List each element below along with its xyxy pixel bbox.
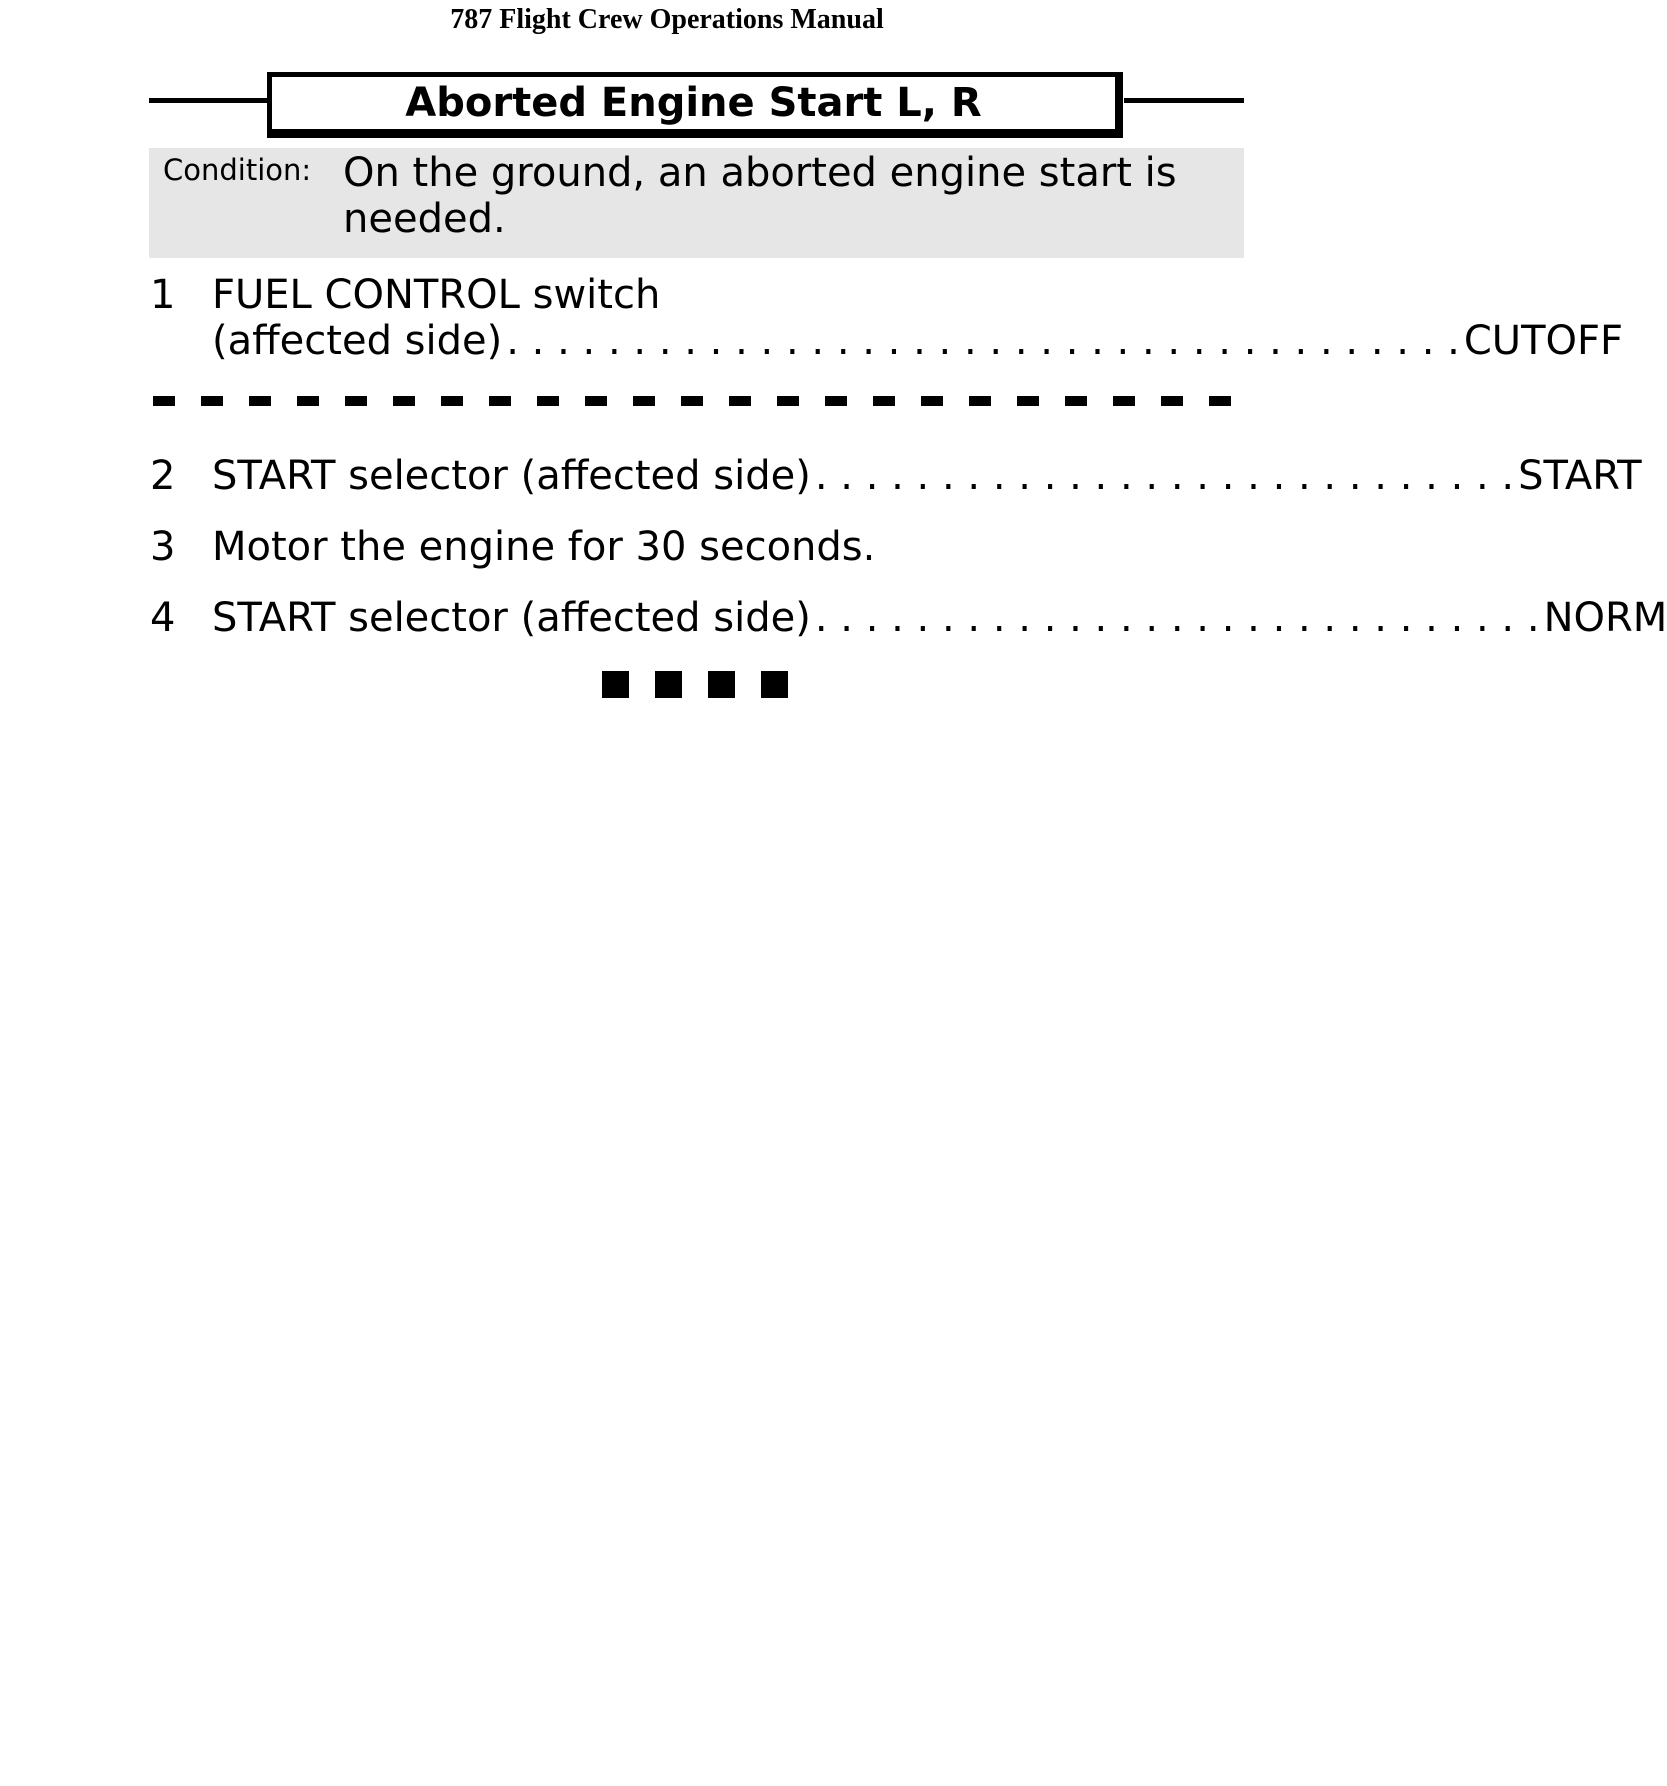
condition-text: On the ground, an aborted engine start is needed.: [343, 150, 1177, 242]
dashed-divider: [153, 396, 1241, 406]
step-1-dot-leader: . . . . . . . . . . . . . . . . . . . . . . . . . . . . . . . . . . . . . .: [506, 318, 1460, 364]
end-mark: [655, 671, 682, 698]
step-1-response: CUTOFF: [1463, 318, 1623, 364]
step-4-number: 4: [150, 595, 176, 641]
title-rule-right: [1124, 98, 1244, 103]
checklist-title: Aborted Engine Start L, R: [267, 72, 1123, 138]
step-2-row: [212, 453, 1642, 499]
title-rule-left: [149, 98, 271, 103]
checklist-end-marks: [602, 671, 788, 698]
step-4-response: NORM: [1543, 595, 1667, 641]
end-mark: [708, 671, 735, 698]
step-1-number: 1: [150, 272, 176, 318]
step-3-number: 3: [150, 524, 176, 570]
step-3-text: Motor the engine for 30 seconds.: [212, 524, 876, 570]
step-4-row: [212, 595, 1667, 641]
step-4-text: START selector (affected side): [212, 595, 811, 641]
end-mark: [761, 671, 788, 698]
step-2-text: START selector (affected side): [212, 453, 811, 499]
step-1-line2: (affected side): [212, 318, 503, 364]
condition-label: Condition:: [163, 153, 312, 187]
step-1-line1: FUEL CONTROL switch: [212, 272, 661, 318]
step-2-dot-leader: . . . . . . . . . . . . . . . . . . . . . . . . . . . .: [814, 453, 1515, 499]
end-mark: [602, 671, 629, 698]
step-4-dot-leader: . . . . . . . . . . . . . . . . . . . . . . . . . . . . .: [814, 595, 1540, 641]
step-1-line2-row: [212, 318, 1623, 364]
manual-title: 787 Flight Crew Operations Manual: [450, 4, 884, 35]
step-2-response: START: [1518, 453, 1642, 499]
step-2-number: 2: [150, 453, 176, 499]
